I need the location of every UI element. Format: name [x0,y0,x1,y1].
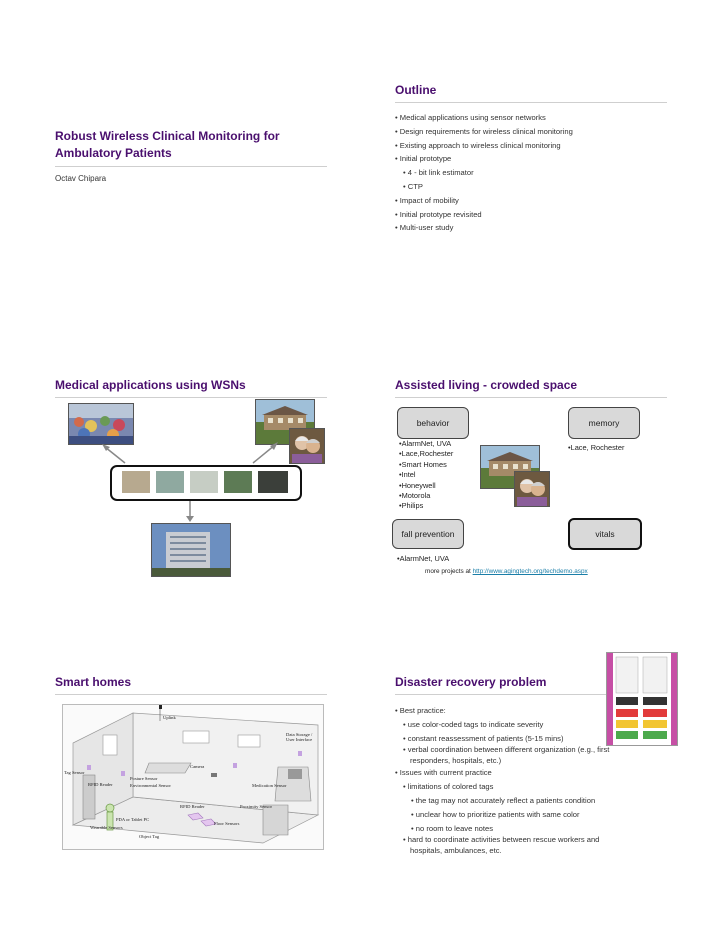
slide-title-heading: Assisted living - crowded space [395,378,578,392]
list-item: • Design requirements for wireless clinical monitoring [395,126,573,136]
list-item: • no room to leave notes [411,823,494,833]
list-item: •AlarmNet, UVA [399,439,452,448]
sensor-photo [258,471,288,493]
list-item: •Motorola [399,491,431,501]
behavior-box: behavior [397,407,469,439]
list-item: • CTP [403,181,423,191]
sensor-photo [190,471,218,493]
list-item: • limitations of colored tags [403,782,494,792]
fall-prevention-box: fall prevention [392,519,464,549]
list-item: •Intel [399,470,416,480]
divider [55,166,327,167]
divider [55,694,327,695]
disaster-list [395,704,657,856]
memory-projects: •Lace, Rochester [568,443,625,452]
list-item: •Honeywell [399,480,436,490]
list-item: responders, hospitals, etc.) [410,756,502,766]
more-projects-link[interactable]: http://www.agingtech.org/techdemo.aspx [472,568,588,575]
fall-projects: •AlarmNet, UVA [397,554,450,563]
author: Octav Chipara [55,174,107,183]
outline-list [395,111,573,235]
slide-outline [395,82,665,312]
list-item: • Medical applications using sensor networks [395,113,546,122]
smart-home-labels [62,704,322,848]
list-item: • verbal coordination between different organization (e.g., first [403,745,610,755]
list-item: • Best practice: [395,706,446,715]
slide-title-heading: Disaster recovery problem [395,675,547,689]
sensor-photo [156,471,184,493]
slide-title-heading: Medical applications using WSNs [55,378,246,392]
list-item: • the tag may not accurately reflect a patients condition [411,795,596,805]
list-item: hospitals, ambulances, etc. [410,846,502,856]
diagram-label: Medication Sensor [252,783,287,788]
hospital-photo [151,523,231,577]
sensor-photo [122,471,150,493]
diagram-label: Floor Sensors [214,821,240,826]
slide-disaster-recovery [395,674,665,904]
slide-smart-homes [55,674,325,904]
diagram-label: RFID Reader [180,804,205,809]
list-item: • Issues with current practice [395,768,492,778]
list-item: • 4 - bit link estimator [403,168,474,178]
list-item: • Initial prototype [395,154,452,164]
slide-assisted-living [395,377,665,607]
diagram-label: Environmental Sensor [130,783,171,788]
diagram-label: Proximity Sensor [240,804,273,809]
more-projects [425,567,588,577]
elderly-couple-photo [514,471,550,507]
list-item: • Impact of mobility [395,195,459,205]
list-item: • unclear how to prioritize patients with same color [411,809,580,819]
list-item: • hard to coordinate activities between rescue workers and [403,835,600,845]
behavior-projects [399,439,453,512]
diagram-label: Posture Sensor [130,776,158,781]
slide-medical-apps [55,377,325,607]
list-item: • Initial prototype revisited [395,209,482,219]
diagram-label: Tag Sensor [64,770,85,775]
memory-box: memory [568,407,640,439]
list-item: • Multi-user study [395,223,454,233]
list-item: • Existing approach to wireless clinical monitoring [395,140,561,150]
diagram-label: Object Tag [139,834,160,839]
slide-title [55,128,325,358]
list-item: • constant reassessment of patients (5-15 mins) [403,733,564,743]
divider [395,102,667,103]
diagram-label: Data Storage / User Interface [286,732,313,743]
slide-title-heading: Outline [395,83,437,97]
vitals-box: vitals [568,518,642,550]
divider [395,397,667,398]
diagram-label: Wearable Sensors [90,825,123,830]
diagram-label: Camera [190,764,205,769]
diagram-label: Uplink [163,715,176,720]
list-item: •Smart Homes [399,459,447,469]
more-projects-prefix: more projects at [425,568,473,575]
slide-title-heading: Smart homes [55,675,132,689]
list-item: •Lace,Rochester [399,449,454,459]
list-item: • use color-coded tags to indicate severity [403,719,544,729]
diagram-label: PDA or Tablet PC [116,817,150,822]
sensor-photo [224,471,252,493]
diagram-label: RFID Reader [88,782,113,787]
sensor-strip [110,465,302,501]
list-item: •Philips [399,501,424,511]
slide-title-heading: Robust Wireless Clinical Monitoring for Ambulatory Patients [55,129,280,160]
